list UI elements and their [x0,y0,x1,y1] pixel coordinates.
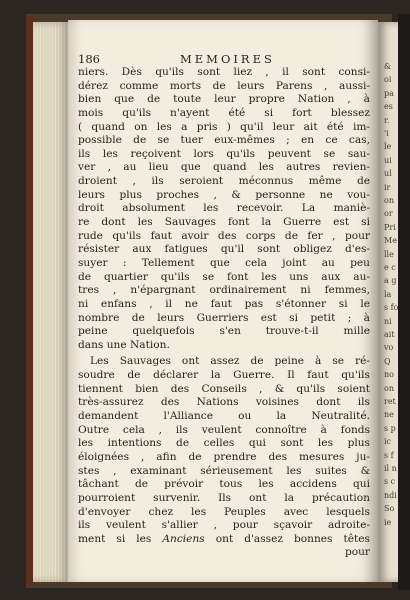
facing-page-fragment: & [384,62,392,71]
text-line: résister aux fatigues qu'il sont obligez d'es- [78,243,370,256]
text-line: suyer : Tellement que cela joint au peu [78,256,370,269]
text-line: demandent l'Alliance ou la Neutralité. [78,410,370,423]
text-line: d'envoyer chez les Peuples avec lesquels [78,505,370,518]
text-line: pourroient survenir. Ils ont la précaution [78,491,370,504]
facing-page-fragment: r. [384,115,390,125]
facing-page-fragment: vo [384,343,394,353]
text-line: leurs plus proches , & personne ne vou- [78,188,370,201]
text-line: dans une Nation. [78,338,170,351]
text-line: tiennent bien des Conseils , & qu'ils soient [78,382,370,395]
facing-page-fragment: ne [384,410,394,420]
facing-page-fragment: pa [384,88,394,98]
facing-page-fragment: lle [384,249,394,259]
facing-page-fragment: es [384,102,393,112]
facing-page-fragment: le [384,142,392,152]
text-line: droient , ils seroient méconnus même de [78,175,370,188]
facing-page-fragment: s fo [384,303,399,313]
facing-page-fragment: ul [384,169,392,179]
facing-page-fragment: s p [384,423,396,433]
text-line: ver , au lieu que quand les autres revien- [78,161,370,174]
facing-page-fragment: or [384,209,393,219]
facing-page-fragment: ir [384,182,391,192]
facing-page-fragment: oi [384,75,392,85]
facing-page-fragment: e c [384,263,396,272]
facing-page-fragment: a g [384,276,397,286]
facing-page-fragment: no [384,370,394,380]
text-line: tâchant de prévoir tous les accidens qui [78,478,370,491]
running-title: MEMOIRES [180,52,275,66]
text-line: ( quand on les a pris ) qu'il leur ait été im- [78,120,370,133]
facing-page-fragment: s f [384,450,394,460]
text-line: ni enfans , il ne faut pas s'étonner si le [78,297,370,310]
facing-page-fragment: ni [384,316,392,326]
facing-page-fragment: la [384,289,392,299]
text-line: stes , examinant sérieusement les suites & [78,464,370,477]
text-segment: ment si les [78,532,163,545]
facing-page-fragment: on [384,196,394,205]
text-line: très-assurez des Nations voisines dont ils [78,396,370,409]
paragraph-2 [78,355,370,560]
text-line: Outre cela , ils veulent connoître à fonds [78,423,370,436]
facing-page-fragment: ui [384,155,392,165]
text-line: possible de se tuer eux-mêmes ; en ce cas, [78,134,370,147]
page-block-edge [33,22,69,582]
text-line: re dont les Sauvages font la Guerre est si [78,216,370,229]
facing-page-fragment: ait [384,330,395,339]
italic-word: Anciens [162,532,205,545]
text-line [78,533,370,547]
text-line: éloignées , afin de prendre des mesures ju- [78,450,370,463]
text-line: tres , n'épargnant ordinairement ni femmes, [78,284,370,297]
facing-page-fragment: ic [384,437,392,447]
paragraph-1 [78,66,370,352]
text-line: peine quelquefois s'en trouve-t-il mille [78,325,370,338]
facing-page-fragment: s c [384,477,396,487]
text-line: rude qu'ils faut avoir des corps de fer , pour [78,229,370,242]
catchword: pour [344,546,370,559]
facing-page-fragment: Me [384,236,397,246]
text-line: ils les reçoivent lors qu'ils peuvent se sau- [78,147,370,160]
text-line: dérez comme morts de leurs Parens , aussi- [78,79,370,92]
page-body [78,66,370,560]
facing-page-fragment: Q [384,356,391,366]
text-line: bien que de toute leur propre Nation , à [78,93,370,106]
page-number: 186 [78,52,100,66]
facing-page-fragment: Pri [384,222,396,232]
facing-page-fragment: ie [384,517,392,527]
text-line: de quartier qu'ils se font les uns aux au- [78,270,370,283]
text-line: mois qu'ils n'ayent été si fort blessez [78,106,370,119]
text-line: soudre de déclarer la Guerre. Il faut qu'ils [78,369,370,382]
text-line: nombre de leurs Guerriers est si petit ; à [78,311,370,324]
background-edge [398,14,410,590]
text-line: ils veulent s'allier , pour sçavoir adroite- [78,519,370,532]
facing-page-fragment: 'i [384,129,389,138]
facing-page-fragment: ndi [384,490,397,500]
text-line: Les Sauvages ont assez de peine à se ré- [90,355,370,368]
text-line: niers. Dès qu'ils sont liez , il sont consi- [78,66,370,78]
text-line: les intentions de celles qui sont les plus [78,437,370,450]
facing-page-fragment: ret [384,397,396,406]
page-header [78,52,374,66]
facing-page-fragment: on [384,383,394,393]
text-segment: ont d'assez bonnes têtes [204,532,370,545]
facing-page-fragment: il n [384,464,397,473]
facing-page-fragment: So [384,504,395,514]
text-line: droit absolument les recevoir. La maniè- [78,202,370,215]
